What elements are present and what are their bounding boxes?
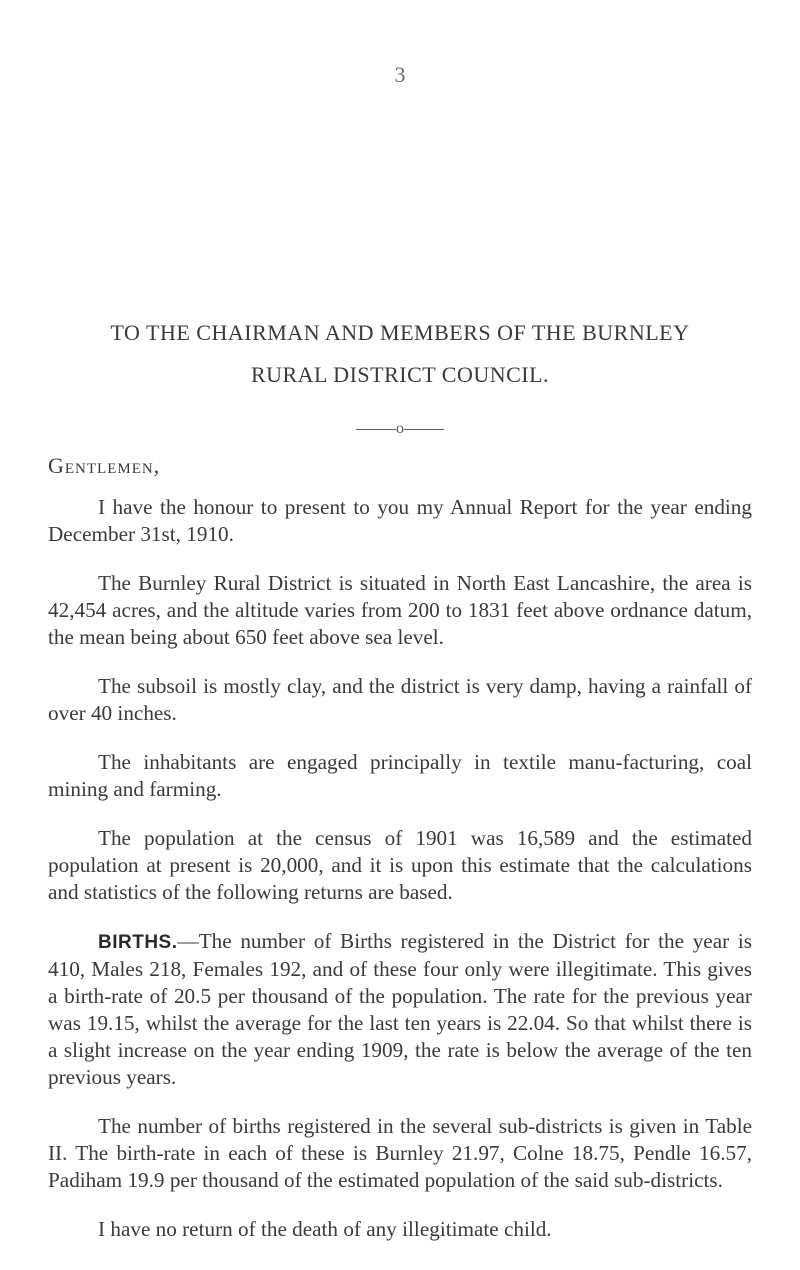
paragraph-intro: I have the honour to present to you my Annual Report for the year ending December 31st, 1910. xyxy=(48,495,752,546)
address-line-2: RURAL DISTRICT COUNCIL. xyxy=(250,362,550,387)
salutation: Gentlemen, xyxy=(48,453,161,478)
report-body xyxy=(48,494,752,1265)
births-text: —The number of Births registered in the District for the year is 410, Males 218, Females 192, and of these four only were illegitimate. This gives a birth-rate of 20.5 per thousand of the population. The rate for the previous year was 19.15, whilst the average for the last ten years is 22.04. So that whilst there is a slight increase on the year ending 1909, the rate is below the average of the ten previous years. xyxy=(48,929,752,1089)
paragraph-location: The Burnley Rural District is situated in North East Lancashire, the area is 42,454 acres, and the altitude varies from 200 to 1831 feet above ordnance datum, the mean being about 650 feet above sea level. xyxy=(48,571,752,649)
births-heading: BIRTHS. xyxy=(98,932,178,953)
page-number: 3 xyxy=(394,62,406,87)
paragraph-illegitimate: I have no return of the death of any illegitimate child. xyxy=(98,1217,552,1241)
paragraph-population: The population at the census of 1901 was 16,589 and the estimated population at present is 20,000, and it is upon this estimate that the calculations and statistics of the following returns are based. xyxy=(48,826,752,904)
paragraph-inhabitants: The inhabitants are engaged principally in textile manu-facturing, coal mining and farming. xyxy=(48,750,752,801)
section-divider xyxy=(0,420,800,438)
divider-rule-left xyxy=(356,429,396,430)
address-line-1: TO THE CHAIRMAN AND MEMBERS OF THE BURNLEY xyxy=(110,320,690,345)
divider-rule-right xyxy=(404,429,444,430)
divider-mark: o xyxy=(396,420,404,437)
paragraph-subdistricts: The number of births registered in the several sub-districts is given in Table II. The birth-rate in each of these is Burnley 21.97, Colne 18.75, Pendle 16.57, Padiham 19.9 per thousand of the estimated population of the said sub-districts. xyxy=(48,1114,752,1192)
address-heading xyxy=(48,312,752,396)
paragraph-subsoil: The subsoil is mostly clay, and the district is very damp, having a rainfall of over 40 inches. xyxy=(48,674,752,725)
paragraph-births xyxy=(48,928,752,1091)
